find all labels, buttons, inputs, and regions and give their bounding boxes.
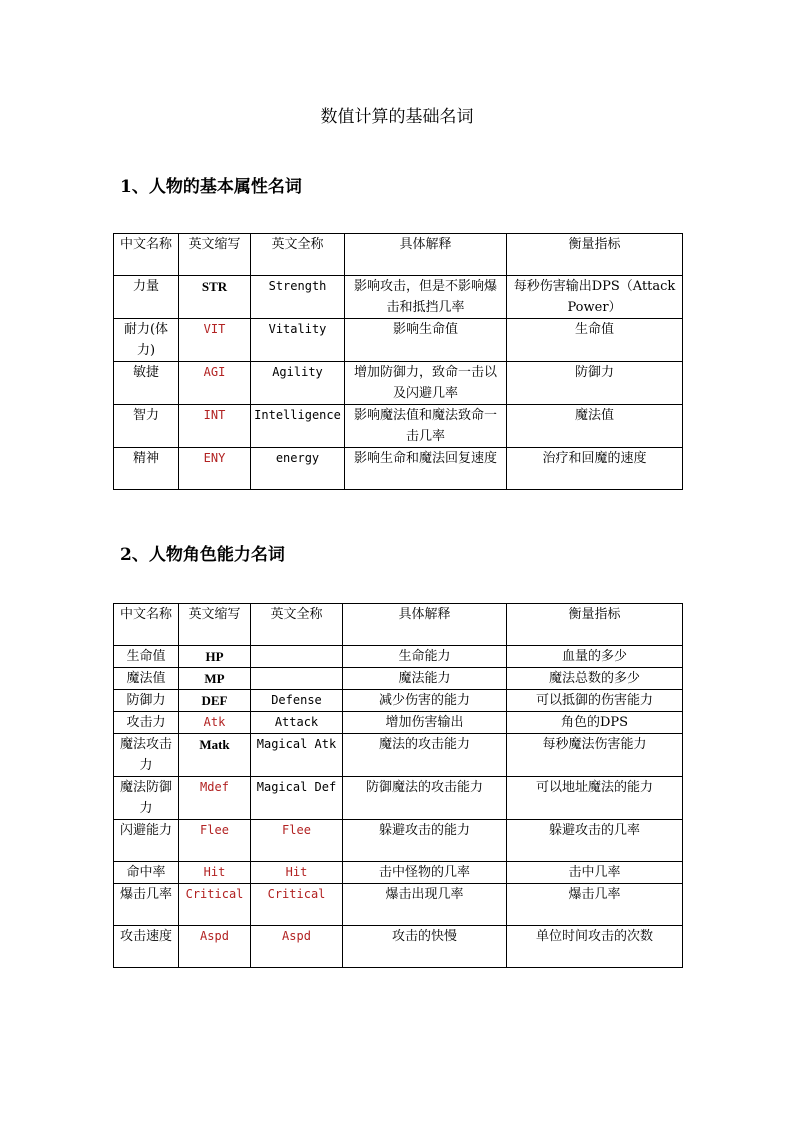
table-header-row bbox=[114, 604, 683, 646]
description-cell: 爆击出现几率 bbox=[343, 884, 507, 926]
metric-cell: 可以地址魔法的能力 bbox=[507, 777, 683, 820]
metric-cell: 可以抵御的伤害能力 bbox=[507, 690, 683, 712]
full-name-cell: Intelligence bbox=[251, 405, 345, 448]
metric-cell: 防御力 bbox=[507, 362, 683, 405]
cn-name-cell: 防御力 bbox=[114, 690, 179, 712]
full-name-cell: Aspd bbox=[251, 926, 343, 968]
header-cell: 中文名称 bbox=[114, 234, 179, 276]
metric-cell: 治疗和回魔的速度 bbox=[507, 448, 683, 490]
description-cell: 躲避攻击的能力 bbox=[343, 820, 507, 862]
header-cell: 具体解释 bbox=[345, 234, 507, 276]
full-name-cell: Vitality bbox=[251, 319, 345, 362]
table-row bbox=[114, 862, 683, 884]
full-name-cell: Critical bbox=[251, 884, 343, 926]
abbr-cell: Flee bbox=[179, 820, 251, 862]
cn-name-cell: 耐力(体力) bbox=[114, 319, 179, 362]
metric-cell: 魔法值 bbox=[507, 405, 683, 448]
abbr-cell: Atk bbox=[179, 712, 251, 734]
full-name-cell: Magical Atk bbox=[251, 734, 343, 777]
abbr-cell: Hit bbox=[179, 862, 251, 884]
metric-cell: 每秒魔法伤害能力 bbox=[507, 734, 683, 777]
cn-name-cell: 智力 bbox=[114, 405, 179, 448]
full-name-cell: Flee bbox=[251, 820, 343, 862]
description-cell: 影响攻击，但是不影响爆击和抵挡几率 bbox=[345, 276, 507, 319]
table-header-row bbox=[114, 234, 683, 276]
section-1-heading: 1、人物的基本属性名词 bbox=[120, 177, 302, 197]
abbr-cell: VIT bbox=[179, 319, 251, 362]
abbr-cell: DEF bbox=[179, 690, 251, 712]
table-row bbox=[114, 820, 683, 862]
basic-attributes-table bbox=[113, 233, 683, 490]
header-cell: 衡量指标 bbox=[507, 604, 683, 646]
cn-name-cell: 精神 bbox=[114, 448, 179, 490]
table-row bbox=[114, 734, 683, 777]
description-cell: 击中怪物的几率 bbox=[343, 862, 507, 884]
abbr-cell: STR bbox=[179, 276, 251, 319]
description-cell: 影响生命和魔法回复速度 bbox=[345, 448, 507, 490]
header-cell: 衡量指标 bbox=[507, 234, 683, 276]
table-row bbox=[114, 926, 683, 968]
header-cell: 具体解释 bbox=[343, 604, 507, 646]
abbr-cell: AGI bbox=[179, 362, 251, 405]
metric-cell: 血量的多少 bbox=[507, 646, 683, 668]
metric-cell: 角色的DPS bbox=[507, 712, 683, 734]
cn-name-cell: 命中率 bbox=[114, 862, 179, 884]
table-row bbox=[114, 690, 683, 712]
metric-cell: 躲避攻击的几率 bbox=[507, 820, 683, 862]
metric-cell: 击中几率 bbox=[507, 862, 683, 884]
table-row bbox=[114, 362, 683, 405]
cn-name-cell: 魔法防御力 bbox=[114, 777, 179, 820]
role-abilities-table bbox=[113, 603, 683, 968]
page-title: 数值计算的基础名词 bbox=[320, 107, 474, 127]
metric-cell: 单位时间攻击的次数 bbox=[507, 926, 683, 968]
abbr-cell: HP bbox=[179, 646, 251, 668]
abbr-cell: Critical bbox=[179, 884, 251, 926]
full-name-cell: Agility bbox=[251, 362, 345, 405]
table-row bbox=[114, 712, 683, 734]
full-name-cell: Magical Def bbox=[251, 777, 343, 820]
table-row bbox=[114, 668, 683, 690]
cn-name-cell: 生命值 bbox=[114, 646, 179, 668]
header-cell: 英文全称 bbox=[251, 604, 343, 646]
table-row bbox=[114, 405, 683, 448]
cn-name-cell: 力量 bbox=[114, 276, 179, 319]
description-cell: 增加伤害输出 bbox=[343, 712, 507, 734]
description-cell: 影响魔法值和魔法致命一击几率 bbox=[345, 405, 507, 448]
full-name-cell: Strength bbox=[251, 276, 345, 319]
full-name-cell bbox=[251, 646, 343, 668]
full-name-cell: Attack bbox=[251, 712, 343, 734]
full-name-cell: Defense bbox=[251, 690, 343, 712]
cn-name-cell: 魔法攻击力 bbox=[114, 734, 179, 777]
description-cell: 攻击的快慢 bbox=[343, 926, 507, 968]
header-cell: 英文缩写 bbox=[179, 234, 251, 276]
description-cell: 魔法的攻击能力 bbox=[343, 734, 507, 777]
cn-name-cell: 闪避能力 bbox=[114, 820, 179, 862]
cn-name-cell: 攻击力 bbox=[114, 712, 179, 734]
full-name-cell bbox=[251, 668, 343, 690]
cn-name-cell: 魔法值 bbox=[114, 668, 179, 690]
header-cell: 英文全称 bbox=[251, 234, 345, 276]
table-row bbox=[114, 646, 683, 668]
header-cell: 英文缩写 bbox=[179, 604, 251, 646]
abbr-cell: INT bbox=[179, 405, 251, 448]
table-row bbox=[114, 777, 683, 820]
section-2-heading: 2、人物角色能力名词 bbox=[120, 545, 285, 565]
abbr-cell: MP bbox=[179, 668, 251, 690]
abbr-cell: ENY bbox=[179, 448, 251, 490]
cn-name-cell: 爆击几率 bbox=[114, 884, 179, 926]
header-cell: 中文名称 bbox=[114, 604, 179, 646]
description-cell: 防御魔法的攻击能力 bbox=[343, 777, 507, 820]
description-cell: 魔法能力 bbox=[343, 668, 507, 690]
metric-cell: 爆击几率 bbox=[507, 884, 683, 926]
description-cell: 生命能力 bbox=[343, 646, 507, 668]
abbr-cell: Aspd bbox=[179, 926, 251, 968]
cn-name-cell: 敏捷 bbox=[114, 362, 179, 405]
metric-cell: 魔法总数的多少 bbox=[507, 668, 683, 690]
table-row bbox=[114, 884, 683, 926]
metric-cell: 生命值 bbox=[507, 319, 683, 362]
cn-name-cell: 攻击速度 bbox=[114, 926, 179, 968]
table-row bbox=[114, 448, 683, 490]
metric-cell: 每秒伤害输出DPS（Attack Power） bbox=[507, 276, 683, 319]
description-cell: 影响生命值 bbox=[345, 319, 507, 362]
abbr-cell: Mdef bbox=[179, 777, 251, 820]
table-row bbox=[114, 319, 683, 362]
abbr-cell: Matk bbox=[179, 734, 251, 777]
full-name-cell: Hit bbox=[251, 862, 343, 884]
table-row bbox=[114, 276, 683, 319]
description-cell: 减少伤害的能力 bbox=[343, 690, 507, 712]
full-name-cell: energy bbox=[251, 448, 345, 490]
description-cell: 增加防御力，致命一击以及闪避几率 bbox=[345, 362, 507, 405]
